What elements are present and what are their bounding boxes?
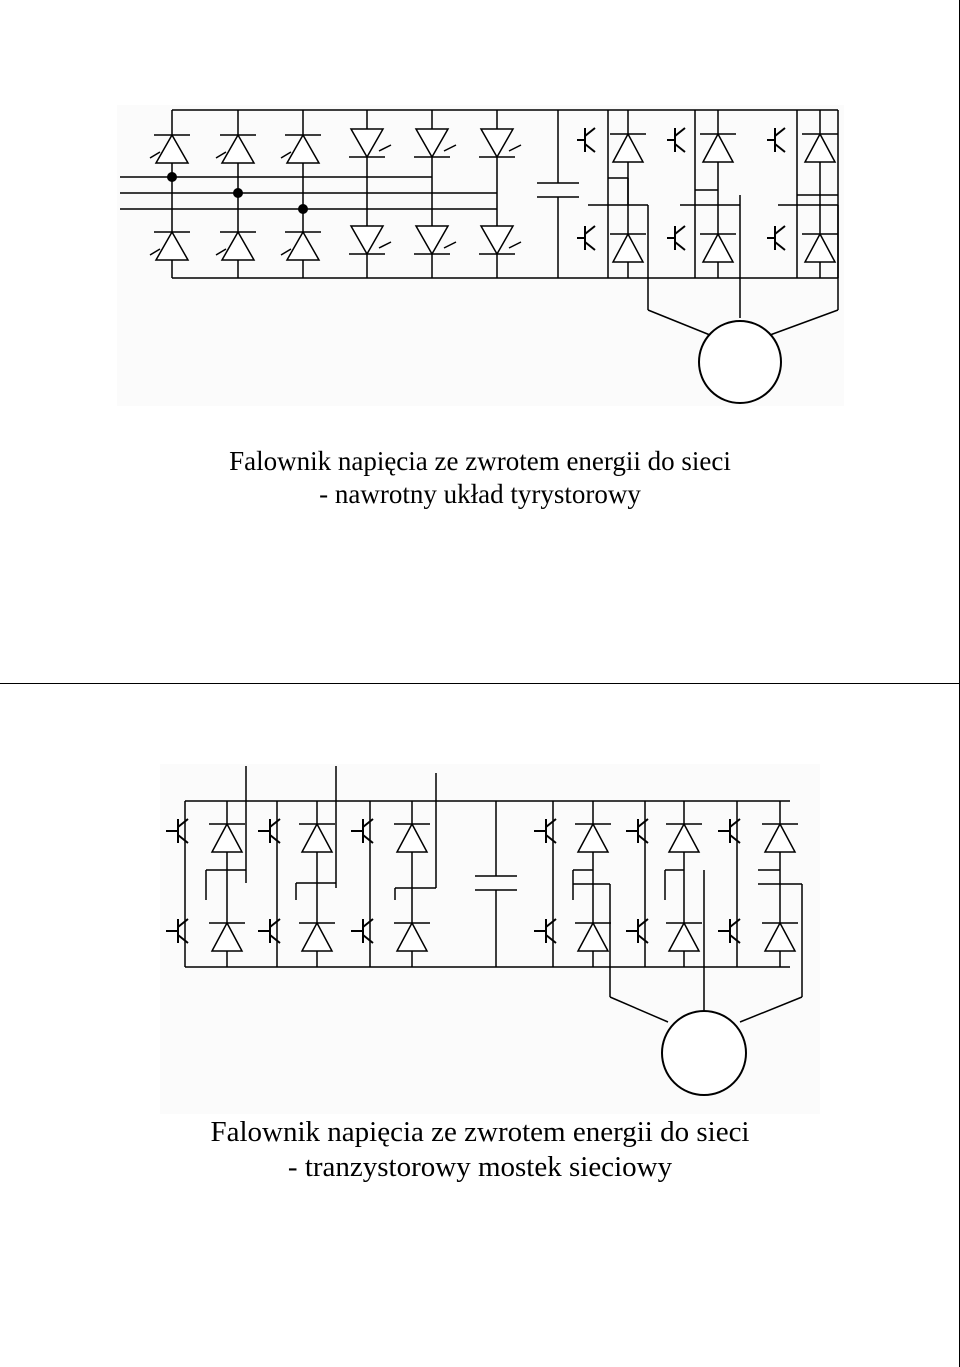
- motor-circle: [699, 321, 781, 403]
- transistor-bridge-diagram: [160, 764, 820, 1124]
- slide-1-caption: [0, 445, 960, 511]
- caption-line-2: - tranzystorowy mostek sieciowy: [287, 1151, 673, 1183]
- thyristor-circuit-diagram: [117, 105, 845, 407]
- slide-transistor-bridge: [0, 684, 960, 1367]
- caption-line-1: Falownik napięcia ze zwrotem energii do sieci: [210, 1116, 750, 1148]
- motor-circle-2: [662, 1011, 746, 1095]
- caption-line-1: Falownik napięcia ze zwrotem energii do sieci: [229, 446, 731, 476]
- caption-line-2: - nawrotny układ tyrystorowy: [319, 479, 641, 509]
- slide-2-caption: [0, 1115, 960, 1185]
